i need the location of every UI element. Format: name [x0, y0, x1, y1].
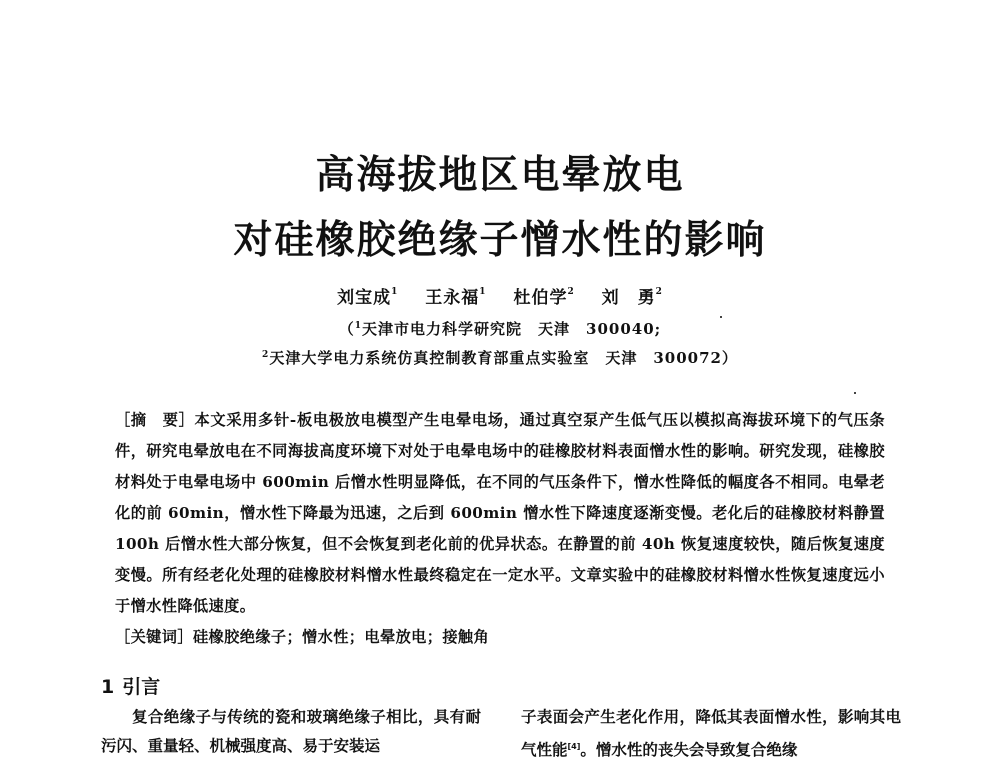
affiliation-mark: 1: [354, 321, 363, 331]
author-4: [602, 288, 663, 308]
body-column-left: 复合绝缘子与传统的瓷和玻璃绝缘子相比，具有耐污闪、重量轻、机械强度高、易于安装运: [101, 708, 481, 755]
author-list: [0, 283, 1000, 308]
abstract: [115, 405, 885, 622]
scan-speck: [854, 392, 856, 394]
abstract-label: ［摘 要］: [115, 411, 195, 429]
author-2: [425, 288, 486, 308]
body-text: 子表面会产生老化作用，降低其表面憎水性，影响其电气性能: [521, 708, 901, 760]
author-1: [337, 288, 398, 308]
author-name: 刘宝成: [337, 288, 392, 308]
affiliation-mark: 1: [479, 287, 487, 298]
title-line-2: 对硅橡胶绝缘子憎水性的影响: [233, 217, 767, 263]
affiliation-mark: 2: [262, 350, 270, 360]
scan-speck: [720, 316, 722, 318]
body-column-right: [521, 703, 901, 765]
affiliation-mark: 1: [391, 287, 399, 298]
keywords-text: 硅橡胶绝缘子；憎水性；电晕放电；接触角: [192, 628, 490, 646]
keywords: [115, 626, 885, 647]
section-number: 1: [101, 676, 115, 698]
affiliation-open-paren: （: [338, 320, 355, 338]
citation-mark: [4]: [567, 742, 581, 751]
affiliation-1: [0, 318, 1000, 339]
body-text: 。憎水性的丧失会导致复合绝缘: [580, 741, 798, 760]
title-line-1: 高海拔地区电晕放电: [315, 152, 685, 198]
section-heading-introduction: [101, 672, 160, 699]
author-name: 刘 勇: [601, 288, 656, 308]
affiliation-2: [0, 347, 1000, 368]
affiliation-mark: 2: [567, 287, 575, 298]
keywords-label: ［关键词］: [115, 628, 193, 646]
affiliation-text: 天津市电力科学研究院 天津 300040;: [362, 320, 662, 338]
affiliation-mark: 2: [655, 287, 663, 298]
abstract-text: 本文采用多针-板电极放电模型产生电晕电场，通过真空泵产生低气压以模拟高海拔环境下的气压条件，研究电晕放电在不同海拔高度环境下对处于电晕电场中的硅橡胶材料表面憎水性的影响。研究发现，硅橡胶材料处于电晕电场中 600min 后憎水性明显降低，在不同的气压条件下，憎水性降低的幅度各不相同。电晕老化的前 60min，憎水性下降最为迅速，之后到 600min 憎水性下降速度逐渐变慢。老化后的硅橡胶材料静置 100h 后憎水性大部分恢复，但不会恢复到老化前的优异状态。在静置的前 40h 恢复速度较快，随后恢复速度变慢。所有经老化处理的硅橡胶材料憎水性最终稳定在一定水平。文章实验中的硅橡胶材料憎水性恢复速度远小于憎水性降低速度。: [115, 411, 886, 615]
author-name: 王永福: [425, 288, 480, 308]
affiliation-text: 天津大学电力系统仿真控制教育部重点实验室 天津 300072）: [269, 349, 738, 367]
author-3: [513, 288, 574, 308]
section-title: 引言: [122, 676, 161, 698]
author-name: 杜伯学: [513, 288, 568, 308]
